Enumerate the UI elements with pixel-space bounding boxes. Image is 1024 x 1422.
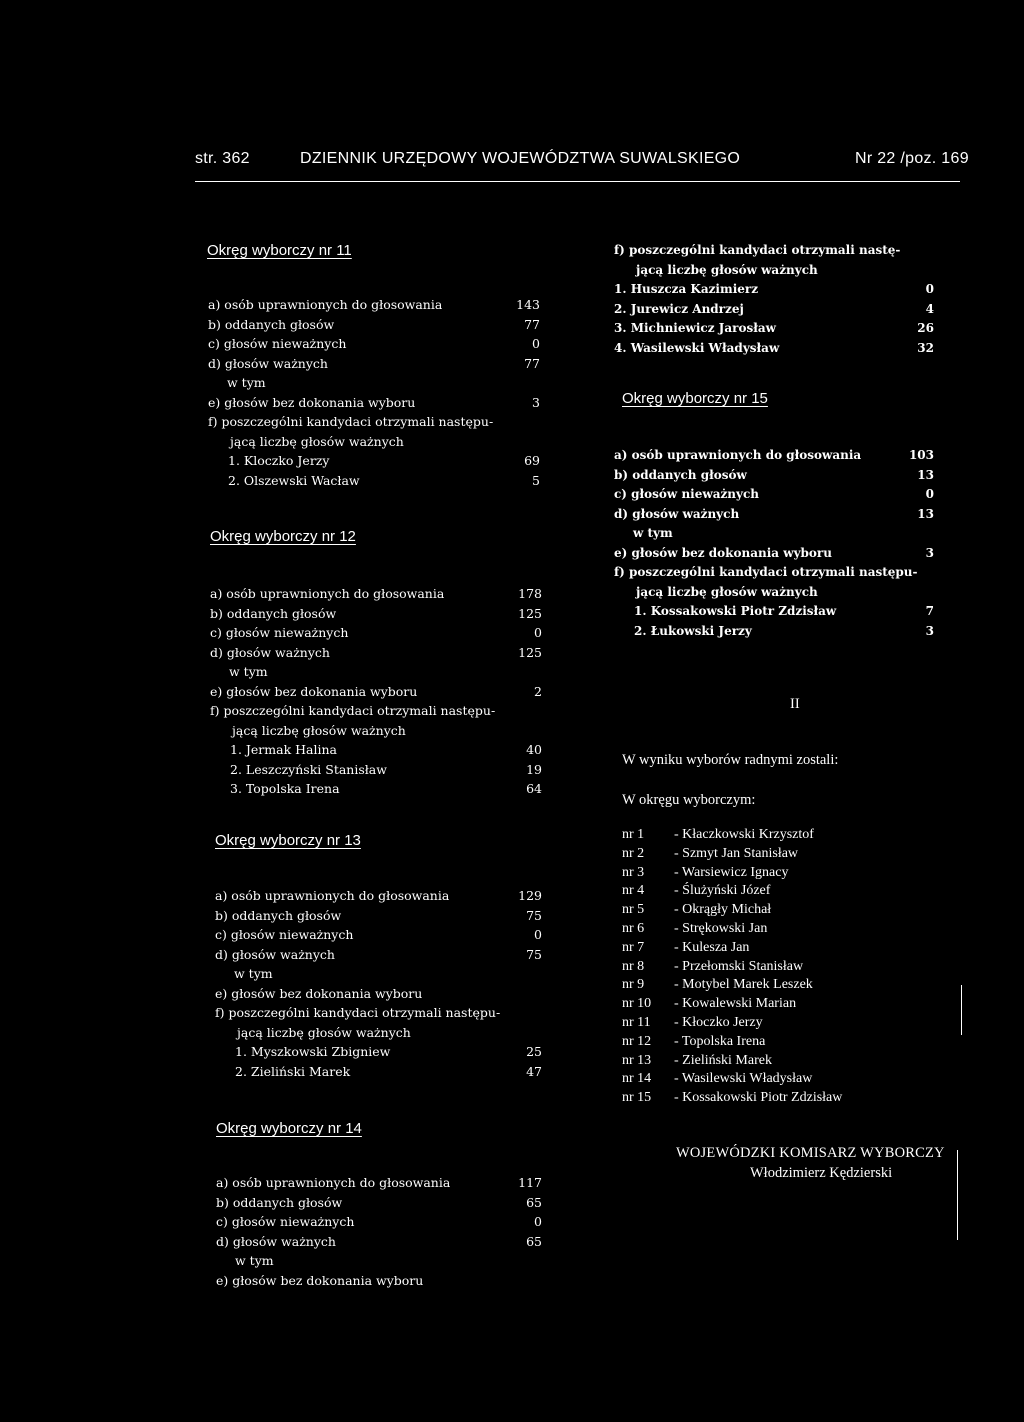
candidates-intro-cont: jącą liczbę głosów ważnych bbox=[237, 1024, 411, 1040]
list-item: nr 12 - Topolska Irena bbox=[622, 1033, 766, 1049]
in-which-label: w tym bbox=[235, 1253, 274, 1268]
stat-row: b) oddanych głosów 13 bbox=[614, 467, 934, 482]
candidates-intro-cont: jącą liczbę głosów ważnych bbox=[636, 262, 818, 277]
stat-row: c) głosów nieważnych 0 bbox=[208, 336, 540, 351]
list-item: nr 10 - Kowalewski Marian bbox=[622, 996, 797, 1012]
list-item: nr 5 - Okrągły Michał bbox=[622, 902, 772, 918]
stat-row: b) oddanych głosów 77 bbox=[208, 316, 540, 332]
issue-number: Nr 22 /poz. 169 bbox=[855, 150, 969, 167]
journal-title: DZIENNIK URZĘDOWY WOJEWÓDZTWA SUWALSKIEGO bbox=[300, 150, 741, 167]
stat-row: e) głosów bez dokonania wyboru bbox=[216, 1272, 424, 1288]
candidate-row: 2. Leszczyński Stanisław 19 bbox=[230, 761, 542, 777]
stat-row: b) oddanych głosów 75 bbox=[215, 907, 542, 923]
stat-row: d) głosów ważnych 13 bbox=[614, 506, 934, 521]
candidate-row: 2. Zieliński Marek 47 bbox=[235, 1063, 542, 1079]
candidates-intro-cont: jącą liczbę głosów ważnych bbox=[230, 433, 404, 449]
stat-row: e) głosów bez dokonania wyboru 3 bbox=[614, 545, 934, 560]
candidate-row: 2. Łukowski Jerzy 3 bbox=[634, 623, 934, 638]
candidates-intro: f) poszczególni kandydaci otrzymali następu- bbox=[210, 703, 496, 718]
list-item: nr 13 - Zieliński Marek bbox=[622, 1052, 772, 1068]
district-12-stats bbox=[210, 584, 542, 799]
candidates-intro: f) poszczególni kandydaci otrzymali następu- bbox=[614, 565, 918, 579]
stat-row: d) głosów ważnych 65 bbox=[216, 1233, 542, 1249]
district-14-stats bbox=[216, 1173, 542, 1290]
list-item: nr 3 - Warsiewicz Ignacy bbox=[622, 864, 789, 880]
stat-row: d) głosów ważnych 75 bbox=[215, 946, 542, 962]
candidate-row: 3. Topolska Irena 64 bbox=[230, 781, 542, 796]
results-intro: W wyniku wyborów radnymi zostali: bbox=[622, 752, 839, 768]
in-which-label: w tym bbox=[229, 664, 268, 679]
stat-row: c) głosów nieważnych 0 bbox=[210, 625, 542, 640]
candidates-intro: f) poszczególni kandydaci otrzymali następu- bbox=[215, 1005, 501, 1020]
list-item: nr 11 - Kłoczko Jerzy bbox=[622, 1014, 763, 1030]
candidates-intro: f) poszczególni kandydaci otrzymali następu- bbox=[208, 414, 494, 429]
list-item: nr 2 - Szmyt Jan Stanisław bbox=[622, 845, 799, 861]
list-item: nr 4 - Ślużyński Józef bbox=[622, 883, 771, 899]
candidates-intro-cont: jącą liczbę głosów ważnych bbox=[636, 584, 818, 599]
candidates-intro: f) poszczególni kandydaci otrzymali nastę- bbox=[614, 243, 901, 257]
list-item: nr 15 - Kossakowski Piotr Zdzisław bbox=[622, 1090, 843, 1106]
stat-row: e) głosów bez dokonania wyboru 2 bbox=[210, 683, 542, 699]
list-item: nr 1 - Kłaczkowski Krzysztof bbox=[622, 827, 814, 842]
signature-role: WOJEWÓDZKI KOMISARZ WYBORCZY bbox=[676, 1145, 945, 1161]
stat-row: e) głosów bez dokonania wyboru 3 bbox=[208, 394, 540, 410]
candidate-row: 4. Wasilewski Władysław 32 bbox=[614, 340, 934, 355]
stat-row: a) osób uprawnionych do głosowania 129 bbox=[215, 888, 542, 903]
stat-row: a) osób uprawnionych do głosowania 103 bbox=[614, 448, 934, 462]
candidate-row: 1. Myszkowski Zbigniew 25 bbox=[235, 1044, 542, 1059]
list-item: nr 7 - Kulesza Jan bbox=[622, 939, 750, 955]
stat-row: c) głosów nieważnych 0 bbox=[216, 1214, 542, 1229]
stat-row: e) głosów bez dokonania wyboru bbox=[215, 985, 423, 1001]
candidate-row: 2. Olszewski Wacław 5 bbox=[228, 472, 540, 488]
candidate-row: 1. Huszcza Kazimierz 0 bbox=[614, 282, 934, 296]
elected-list bbox=[622, 826, 922, 1108]
margin-line bbox=[957, 1150, 958, 1240]
stat-row: a) osób uprawnionych do głosowania 178 bbox=[210, 586, 542, 601]
district-15-stats bbox=[614, 446, 934, 641]
district-13-stats bbox=[215, 886, 542, 1081]
candidate-row: 2. Jurewicz Andrzej 4 bbox=[614, 301, 934, 316]
district-11-title: Okręg wyborczy nr 11 bbox=[207, 242, 352, 259]
candidate-row: 1. Kossakowski Piotr Zdzisław 7 bbox=[634, 604, 934, 618]
candidate-row: 1. Jermak Halina 40 bbox=[230, 742, 542, 757]
stat-row: a) osób uprawnionych do głosowania 143 bbox=[208, 297, 540, 312]
header-rule bbox=[195, 181, 960, 182]
stat-row: a) osób uprawnionych do głosowania 117 bbox=[216, 1175, 542, 1190]
list-item: nr 8 - Przełomski Stanisław bbox=[622, 958, 804, 974]
stat-row: c) głosów nieważnych 0 bbox=[614, 487, 934, 501]
list-item: nr 14 - Wasilewski Władysław bbox=[622, 1071, 813, 1087]
district-14-candidates bbox=[614, 241, 934, 358]
stat-row: b) oddanych głosów 125 bbox=[210, 605, 542, 621]
stat-row: d) głosów ważnych 77 bbox=[208, 355, 540, 371]
candidates-intro-cont: jącą liczbę głosów ważnych bbox=[232, 722, 406, 738]
signature-name: Włodzimierz Kędzierski bbox=[750, 1165, 893, 1181]
list-item: nr 9 - Motybel Marek Leszek bbox=[622, 977, 813, 993]
results-subintro: W okręgu wyborczym: bbox=[622, 792, 756, 808]
list-item: nr 6 - Strękowski Jan bbox=[622, 920, 768, 936]
margin-line bbox=[961, 985, 962, 1035]
candidate-row: 3. Michniewicz Jarosław 26 bbox=[614, 321, 934, 335]
stat-row: b) oddanych głosów 65 bbox=[216, 1194, 542, 1210]
district-15-title: Okręg wyborczy nr 15 bbox=[622, 390, 768, 407]
stat-row: d) głosów ważnych 125 bbox=[210, 644, 542, 660]
page-number: str. 362 bbox=[195, 150, 250, 167]
district-12-title: Okręg wyborczy nr 12 bbox=[210, 528, 356, 545]
stat-row: c) głosów nieważnych 0 bbox=[215, 927, 542, 942]
section-numeral: II bbox=[790, 696, 800, 712]
in-which-label: w tym bbox=[227, 375, 266, 390]
in-which-label: w tym bbox=[234, 966, 273, 981]
in-which-label: w tym bbox=[633, 526, 673, 540]
district-11-stats bbox=[208, 295, 540, 490]
district-13-title: Okręg wyborczy nr 13 bbox=[215, 832, 361, 849]
district-14-title: Okręg wyborczy nr 14 bbox=[216, 1120, 362, 1137]
candidate-row: 1. Kloczko Jerzy 69 bbox=[228, 453, 540, 468]
